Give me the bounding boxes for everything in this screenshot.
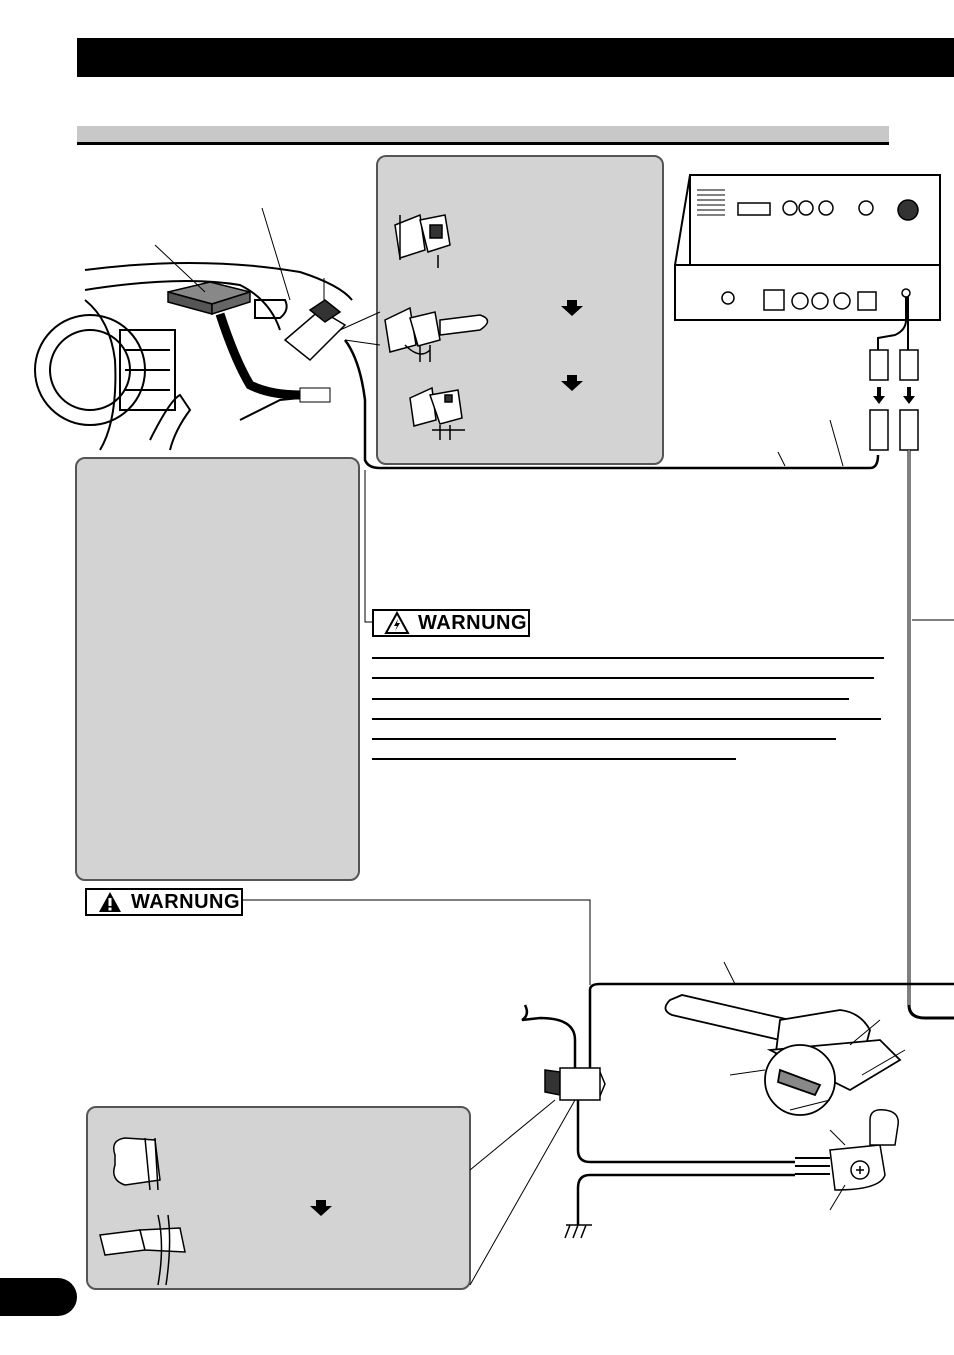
warning-box <box>85 888 243 916</box>
arrow-down-icon <box>561 300 583 391</box>
text-line <box>372 758 736 760</box>
text-line <box>372 677 874 679</box>
brake-switch-connector <box>830 1110 898 1190</box>
text-line <box>372 657 884 659</box>
lightning-warning-icon <box>384 611 410 635</box>
clip-step-2 <box>100 1215 185 1285</box>
text-line <box>372 738 836 740</box>
step-illustration-3 <box>410 388 465 440</box>
warning-label: WARNUNG <box>418 611 528 634</box>
parking-brake-illustration <box>665 995 900 1115</box>
exclamation-warning-icon <box>97 890 123 914</box>
warning-label: WARNUNG <box>131 890 241 913</box>
arrow-down-icon <box>310 1200 332 1216</box>
step-illustration-1 <box>395 215 450 268</box>
warning-box <box>372 609 530 637</box>
connector-illustration <box>285 300 345 360</box>
step-illustration-2 <box>385 308 488 362</box>
text-line <box>372 698 849 700</box>
module-box <box>168 282 250 314</box>
wire-clip-illustration <box>545 1068 605 1100</box>
clip-step-1 <box>114 1138 160 1190</box>
text-line <box>372 718 881 720</box>
page-number-tab <box>0 1278 77 1316</box>
